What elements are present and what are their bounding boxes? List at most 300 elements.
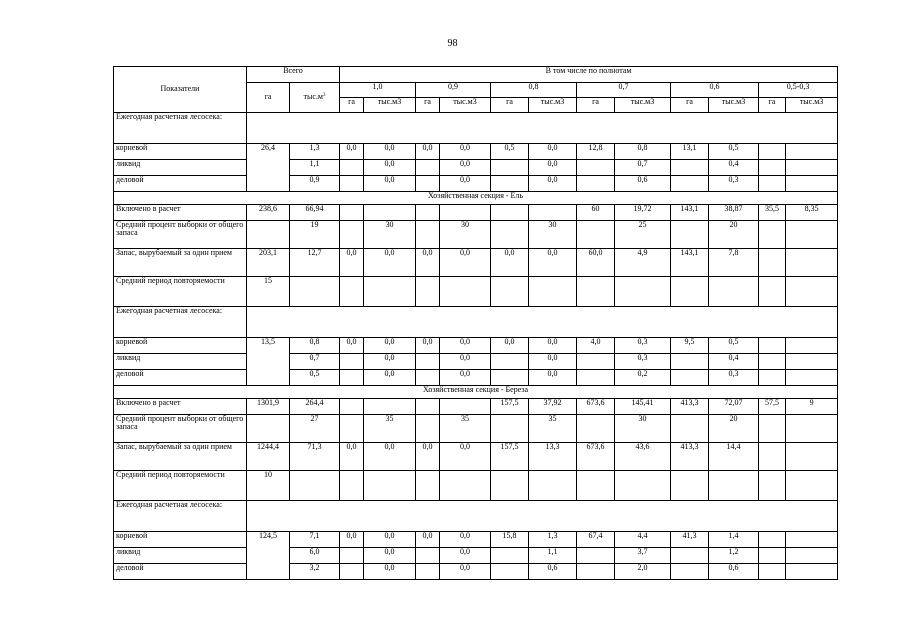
row-label: деловой bbox=[114, 370, 247, 386]
table-cell bbox=[340, 176, 364, 192]
table-cell: 30 bbox=[615, 415, 671, 443]
table-cell bbox=[577, 160, 615, 176]
table-cell bbox=[786, 338, 838, 354]
table-cell: 0,0 bbox=[529, 370, 577, 386]
empty-cell bbox=[440, 277, 491, 307]
stock-row bbox=[114, 249, 838, 277]
table-cell: 0,0 bbox=[440, 160, 491, 176]
header-thous-m3 bbox=[290, 83, 340, 113]
table-cell: 0,0 bbox=[529, 338, 577, 354]
table-cell bbox=[786, 160, 838, 176]
table-cell: 0,8 bbox=[615, 144, 671, 160]
period-value: 15 bbox=[247, 277, 290, 307]
table-cell: 0,0 bbox=[364, 249, 416, 277]
table-cell bbox=[416, 399, 440, 415]
table-cell bbox=[416, 221, 440, 249]
table-cell bbox=[786, 564, 838, 580]
annual-title-row bbox=[114, 307, 838, 338]
table-cell: 203,1 bbox=[247, 249, 290, 277]
empty-cell bbox=[416, 471, 440, 501]
header-row bbox=[114, 67, 838, 83]
empty-cell bbox=[671, 471, 709, 501]
table-cell: 0,0 bbox=[340, 144, 364, 160]
table-cell bbox=[577, 548, 615, 564]
row-label: деловой bbox=[114, 176, 247, 192]
table-cell: 4,4 bbox=[615, 532, 671, 548]
table-cell: 264,4 bbox=[290, 399, 340, 415]
section-title: Хозяйственная секция - Ель bbox=[114, 192, 838, 205]
table-cell: 0,0 bbox=[416, 144, 440, 160]
table-cell: 413,3 bbox=[671, 399, 709, 415]
table-cell: 0,0 bbox=[529, 354, 577, 370]
row-label: Средний процент выборки от общего запаса bbox=[114, 221, 247, 249]
table-cell: 0,3 bbox=[615, 338, 671, 354]
table-cell: 157,5 bbox=[491, 443, 529, 471]
avg-percent-row bbox=[114, 415, 838, 443]
empty-cell bbox=[786, 471, 838, 501]
header-density: 0,6 bbox=[671, 83, 759, 98]
empty-cell bbox=[364, 471, 416, 501]
table-cell: 12,7 bbox=[290, 249, 340, 277]
table-cell bbox=[786, 249, 838, 277]
annual-title-row bbox=[114, 501, 838, 532]
annual-root-row bbox=[114, 532, 838, 548]
table-cell: 143,1 bbox=[671, 249, 709, 277]
table-cell bbox=[491, 176, 529, 192]
table-cell bbox=[491, 205, 529, 221]
table-cell: 67,4 bbox=[577, 532, 615, 548]
table-cell: 0,3 bbox=[615, 354, 671, 370]
period-value: 10 bbox=[247, 471, 290, 501]
table-cell: 0,7 bbox=[290, 354, 340, 370]
table-cell bbox=[577, 564, 615, 580]
table-cell: 0,0 bbox=[364, 443, 416, 471]
row-label: Средний период повторяемости bbox=[114, 471, 247, 501]
table-cell: 0,0 bbox=[440, 338, 491, 354]
table-cell: 35 bbox=[440, 415, 491, 443]
table-cell bbox=[759, 338, 786, 354]
table-cell bbox=[247, 221, 290, 249]
table-cell bbox=[440, 205, 491, 221]
table-cell: 66,94 bbox=[290, 205, 340, 221]
empty-cell bbox=[247, 113, 838, 144]
table-cell bbox=[759, 160, 786, 176]
table-cell: 0,0 bbox=[440, 548, 491, 564]
section-title-row bbox=[114, 192, 838, 205]
empty-cell bbox=[491, 471, 529, 501]
table-cell bbox=[416, 415, 440, 443]
table-cell: 30 bbox=[364, 221, 416, 249]
table-cell bbox=[759, 144, 786, 160]
table-cell: 0,0 bbox=[340, 443, 364, 471]
table-cell bbox=[364, 205, 416, 221]
table-cell bbox=[340, 399, 364, 415]
row-label: Запас, вырубаемый за один прием bbox=[114, 443, 247, 471]
table-cell: 0,3 bbox=[709, 176, 759, 192]
table-cell: 0,0 bbox=[340, 532, 364, 548]
row-label: Ежегодная расчетная лесосека: bbox=[114, 113, 247, 144]
table-cell: 0,8 bbox=[290, 338, 340, 354]
empty-cell bbox=[529, 277, 577, 307]
total-ha: 26,4 bbox=[247, 144, 290, 192]
table-cell: 673,6 bbox=[577, 443, 615, 471]
table-cell bbox=[786, 176, 838, 192]
table-cell: 4,0 bbox=[577, 338, 615, 354]
section-title-row bbox=[114, 386, 838, 399]
table-cell: 0,0 bbox=[340, 249, 364, 277]
table-cell bbox=[671, 415, 709, 443]
table-cell: 35 bbox=[364, 415, 416, 443]
table-cell: 0,0 bbox=[364, 548, 416, 564]
table-cell bbox=[416, 205, 440, 221]
header-total: Всего bbox=[247, 67, 340, 83]
table-cell bbox=[491, 354, 529, 370]
included-row bbox=[114, 399, 838, 415]
empty-cell bbox=[577, 277, 615, 307]
empty-cell bbox=[615, 277, 671, 307]
row-label: корневой bbox=[114, 532, 247, 548]
empty-cell bbox=[440, 471, 491, 501]
table-cell: 238,6 bbox=[247, 205, 290, 221]
empty-cell bbox=[709, 471, 759, 501]
table-cell: 0,6 bbox=[615, 176, 671, 192]
table-cell: 0,0 bbox=[491, 249, 529, 277]
table-cell: 0,0 bbox=[440, 443, 491, 471]
table-cell bbox=[491, 221, 529, 249]
table-cell: 25 bbox=[615, 221, 671, 249]
row-label: Включено в расчет bbox=[114, 205, 247, 221]
table-cell bbox=[786, 443, 838, 471]
table-cell bbox=[786, 548, 838, 564]
row-label: Средний процент выборки от общего запаса bbox=[114, 415, 247, 443]
table-cell bbox=[786, 354, 838, 370]
header-density: 0,7 bbox=[577, 83, 671, 98]
table-cell: 0,5 bbox=[290, 370, 340, 386]
table-cell bbox=[786, 221, 838, 249]
table-cell bbox=[759, 443, 786, 471]
avg-percent-row bbox=[114, 221, 838, 249]
annual-liquid-row bbox=[114, 354, 838, 370]
table-cell: 0,9 bbox=[290, 176, 340, 192]
table-cell: 35 bbox=[529, 415, 577, 443]
table-cell bbox=[340, 221, 364, 249]
table-cell: 13,3 bbox=[529, 443, 577, 471]
empty-cell bbox=[364, 277, 416, 307]
table-cell: 20 bbox=[709, 221, 759, 249]
header-indicators: Показатели bbox=[114, 67, 247, 113]
table-cell: 30 bbox=[440, 221, 491, 249]
table-cell: 145,41 bbox=[615, 399, 671, 415]
table-cell: 0,6 bbox=[529, 564, 577, 580]
table-cell bbox=[491, 564, 529, 580]
table-cell: 19,72 bbox=[615, 205, 671, 221]
table-cell: 0,0 bbox=[529, 144, 577, 160]
table-cell bbox=[786, 144, 838, 160]
annual-root-row bbox=[114, 144, 838, 160]
table-cell: 0,0 bbox=[364, 370, 416, 386]
table-cell: 1,2 bbox=[709, 548, 759, 564]
header-by-density: В том числе по полнотам bbox=[340, 67, 838, 83]
table-cell: 0,0 bbox=[364, 338, 416, 354]
table-cell bbox=[491, 548, 529, 564]
header-density: 0,8 bbox=[491, 83, 577, 98]
table-cell: 9,5 bbox=[671, 338, 709, 354]
row-label: Запас, вырубаемый за один прием bbox=[114, 249, 247, 277]
table-cell bbox=[671, 221, 709, 249]
table-cell bbox=[491, 415, 529, 443]
header-ha: га bbox=[671, 98, 709, 113]
table-cell bbox=[416, 354, 440, 370]
table-cell: 1,1 bbox=[529, 548, 577, 564]
table-cell: 413,3 bbox=[671, 443, 709, 471]
section-title: Хозяйственная секция - Береза bbox=[114, 386, 838, 399]
table-cell: 0,0 bbox=[440, 532, 491, 548]
included-row bbox=[114, 205, 838, 221]
table-cell bbox=[671, 370, 709, 386]
header-thous-m3: тыс.м3 bbox=[529, 98, 577, 113]
row-label: Ежегодная расчетная лесосека: bbox=[114, 501, 247, 532]
table-cell bbox=[759, 548, 786, 564]
annual-business-row bbox=[114, 176, 838, 192]
table-cell bbox=[340, 205, 364, 221]
table-cell: 1,1 bbox=[290, 160, 340, 176]
row-label: Включено в расчет bbox=[114, 399, 247, 415]
annual-title-row bbox=[114, 113, 838, 144]
empty-cell bbox=[759, 471, 786, 501]
table-cell: 0,0 bbox=[529, 176, 577, 192]
table-cell: 0,7 bbox=[615, 160, 671, 176]
table-cell: 1,3 bbox=[529, 532, 577, 548]
table-cell: 7,1 bbox=[290, 532, 340, 548]
table-cell bbox=[577, 370, 615, 386]
table-cell: 673,6 bbox=[577, 399, 615, 415]
table-cell bbox=[759, 176, 786, 192]
period-row bbox=[114, 471, 838, 501]
empty-cell bbox=[290, 471, 340, 501]
table-cell bbox=[340, 415, 364, 443]
table-cell: 0,0 bbox=[416, 338, 440, 354]
header-thous-m3: тыс.м3 bbox=[786, 98, 838, 113]
table-cell: 3,2 bbox=[290, 564, 340, 580]
total-ha: 124,5 bbox=[247, 532, 290, 580]
table-cell: 0,0 bbox=[440, 176, 491, 192]
header-thous-m3: тыс.м3 bbox=[615, 98, 671, 113]
table-cell: 0,3 bbox=[709, 370, 759, 386]
table-cell: 0,5 bbox=[491, 144, 529, 160]
row-label: деловой bbox=[114, 564, 247, 580]
row-label: ликвид bbox=[114, 160, 247, 176]
table-cell bbox=[759, 354, 786, 370]
annual-business-row bbox=[114, 370, 838, 386]
table-cell bbox=[577, 176, 615, 192]
annual-liquid-row bbox=[114, 160, 838, 176]
table-cell: 7,8 bbox=[709, 249, 759, 277]
empty-cell bbox=[247, 307, 838, 338]
header-density: 0,9 bbox=[416, 83, 491, 98]
table-cell: 72,07 bbox=[709, 399, 759, 415]
table-cell bbox=[416, 548, 440, 564]
table-cell bbox=[671, 176, 709, 192]
header-thous-m3: тыс.м3 bbox=[709, 98, 759, 113]
table-cell: 1301,9 bbox=[247, 399, 290, 415]
header-density: 0,5-0,3 bbox=[759, 83, 838, 98]
empty-cell bbox=[290, 277, 340, 307]
table-cell bbox=[340, 564, 364, 580]
table-cell: 0,6 bbox=[709, 564, 759, 580]
table-cell: 0,0 bbox=[491, 338, 529, 354]
empty-cell bbox=[247, 501, 838, 532]
empty-cell bbox=[340, 277, 364, 307]
table-cell bbox=[786, 415, 838, 443]
table-cell bbox=[759, 221, 786, 249]
empty-cell bbox=[577, 471, 615, 501]
row-label: ликвид bbox=[114, 548, 247, 564]
table-cell: 13,1 bbox=[671, 144, 709, 160]
annual-business-row bbox=[114, 564, 838, 580]
table-cell: 60 bbox=[577, 205, 615, 221]
table-cell: 20 bbox=[709, 415, 759, 443]
table-cell bbox=[671, 548, 709, 564]
table-cell bbox=[491, 370, 529, 386]
table-cell: 0,0 bbox=[364, 176, 416, 192]
table-cell: 37,92 bbox=[529, 399, 577, 415]
table-cell: 157,5 bbox=[491, 399, 529, 415]
table-cell bbox=[759, 564, 786, 580]
table-cell: 0,0 bbox=[440, 354, 491, 370]
header-ha: га bbox=[416, 98, 440, 113]
table-cell: 0,0 bbox=[364, 354, 416, 370]
table-cell bbox=[759, 249, 786, 277]
table-cell bbox=[671, 564, 709, 580]
empty-cell bbox=[759, 277, 786, 307]
table-cell: 57,5 bbox=[759, 399, 786, 415]
header-thous-m3: тыс.м3 bbox=[440, 98, 491, 113]
table-cell: 0,0 bbox=[440, 370, 491, 386]
header-ha: га bbox=[340, 98, 364, 113]
table-cell: 43,6 bbox=[615, 443, 671, 471]
table-cell: 4,9 bbox=[615, 249, 671, 277]
header-ha: га bbox=[759, 98, 786, 113]
header-ha: га bbox=[577, 98, 615, 113]
row-label: ликвид bbox=[114, 354, 247, 370]
empty-cell bbox=[786, 277, 838, 307]
row-label: Средний период повторяемости bbox=[114, 277, 247, 307]
table-cell: 9 bbox=[786, 399, 838, 415]
table-cell: 1,4 bbox=[709, 532, 759, 548]
table-cell: 0,0 bbox=[529, 160, 577, 176]
empty-cell bbox=[671, 277, 709, 307]
table-cell: 0,0 bbox=[416, 443, 440, 471]
table-cell: 0,4 bbox=[709, 354, 759, 370]
period-row bbox=[114, 277, 838, 307]
table-cell bbox=[340, 548, 364, 564]
table-cell: 19 bbox=[290, 221, 340, 249]
table-cell bbox=[416, 160, 440, 176]
table-cell: 8,35 bbox=[786, 205, 838, 221]
table-cell: 0,2 bbox=[615, 370, 671, 386]
table-cell: 0,0 bbox=[340, 338, 364, 354]
table-cell: 0,0 bbox=[364, 144, 416, 160]
table-cell bbox=[416, 564, 440, 580]
header-thous-m3: тыс.м3 bbox=[364, 98, 416, 113]
table-cell: 0,0 bbox=[416, 249, 440, 277]
table-cell: 1244,4 bbox=[247, 443, 290, 471]
unit-label: тыс.м bbox=[303, 92, 323, 102]
table-cell: 12,8 bbox=[577, 144, 615, 160]
table-cell: 0,0 bbox=[364, 564, 416, 580]
table-cell bbox=[577, 415, 615, 443]
table-cell: 0,0 bbox=[364, 160, 416, 176]
table-cell: 0,0 bbox=[440, 249, 491, 277]
table-cell: 14,4 bbox=[709, 443, 759, 471]
table-cell bbox=[759, 370, 786, 386]
table-cell bbox=[577, 354, 615, 370]
table-cell bbox=[416, 176, 440, 192]
row-label: корневой bbox=[114, 144, 247, 160]
table-cell bbox=[340, 370, 364, 386]
empty-cell bbox=[491, 277, 529, 307]
table-cell: 15,8 bbox=[491, 532, 529, 548]
table-cell: 6,0 bbox=[290, 548, 340, 564]
annual-root-row bbox=[114, 338, 838, 354]
table-cell bbox=[491, 160, 529, 176]
stock-row bbox=[114, 443, 838, 471]
table-cell bbox=[247, 415, 290, 443]
table-cell bbox=[671, 354, 709, 370]
table-cell bbox=[577, 221, 615, 249]
forest-cutting-table bbox=[113, 66, 838, 580]
empty-cell bbox=[709, 277, 759, 307]
header-density: 1,0 bbox=[340, 83, 416, 98]
table-cell: 0,0 bbox=[529, 249, 577, 277]
table-cell bbox=[529, 205, 577, 221]
table-cell: 0,0 bbox=[416, 532, 440, 548]
table-cell: 1,3 bbox=[290, 144, 340, 160]
table-cell: 35,5 bbox=[759, 205, 786, 221]
empty-cell bbox=[529, 471, 577, 501]
table-cell: 27 bbox=[290, 415, 340, 443]
table-cell bbox=[440, 399, 491, 415]
table-cell: 3,7 bbox=[615, 548, 671, 564]
table-cell bbox=[759, 532, 786, 548]
table-cell: 60,0 bbox=[577, 249, 615, 277]
table-cell: 0,0 bbox=[364, 532, 416, 548]
table-cell: 30 bbox=[529, 221, 577, 249]
table-cell: 38,87 bbox=[709, 205, 759, 221]
empty-cell bbox=[340, 471, 364, 501]
table-cell bbox=[671, 160, 709, 176]
unit-superscript: 3 bbox=[322, 93, 326, 99]
table-cell bbox=[416, 370, 440, 386]
header-ha: га bbox=[247, 83, 290, 113]
page-number: 98 bbox=[447, 38, 458, 49]
empty-cell bbox=[416, 277, 440, 307]
empty-cell bbox=[615, 471, 671, 501]
header-ha: га bbox=[491, 98, 529, 113]
row-label: Ежегодная расчетная лесосека: bbox=[114, 307, 247, 338]
table-cell bbox=[786, 532, 838, 548]
table-cell: 0,5 bbox=[709, 338, 759, 354]
annual-liquid-row bbox=[114, 548, 838, 564]
table-cell: 2,0 bbox=[615, 564, 671, 580]
table-cell: 0,4 bbox=[709, 160, 759, 176]
table-cell bbox=[759, 415, 786, 443]
table-cell bbox=[364, 399, 416, 415]
table-cell bbox=[340, 160, 364, 176]
table-cell: 0,0 bbox=[440, 144, 491, 160]
table-cell: 41,3 bbox=[671, 532, 709, 548]
total-ha: 13,5 bbox=[247, 338, 290, 386]
